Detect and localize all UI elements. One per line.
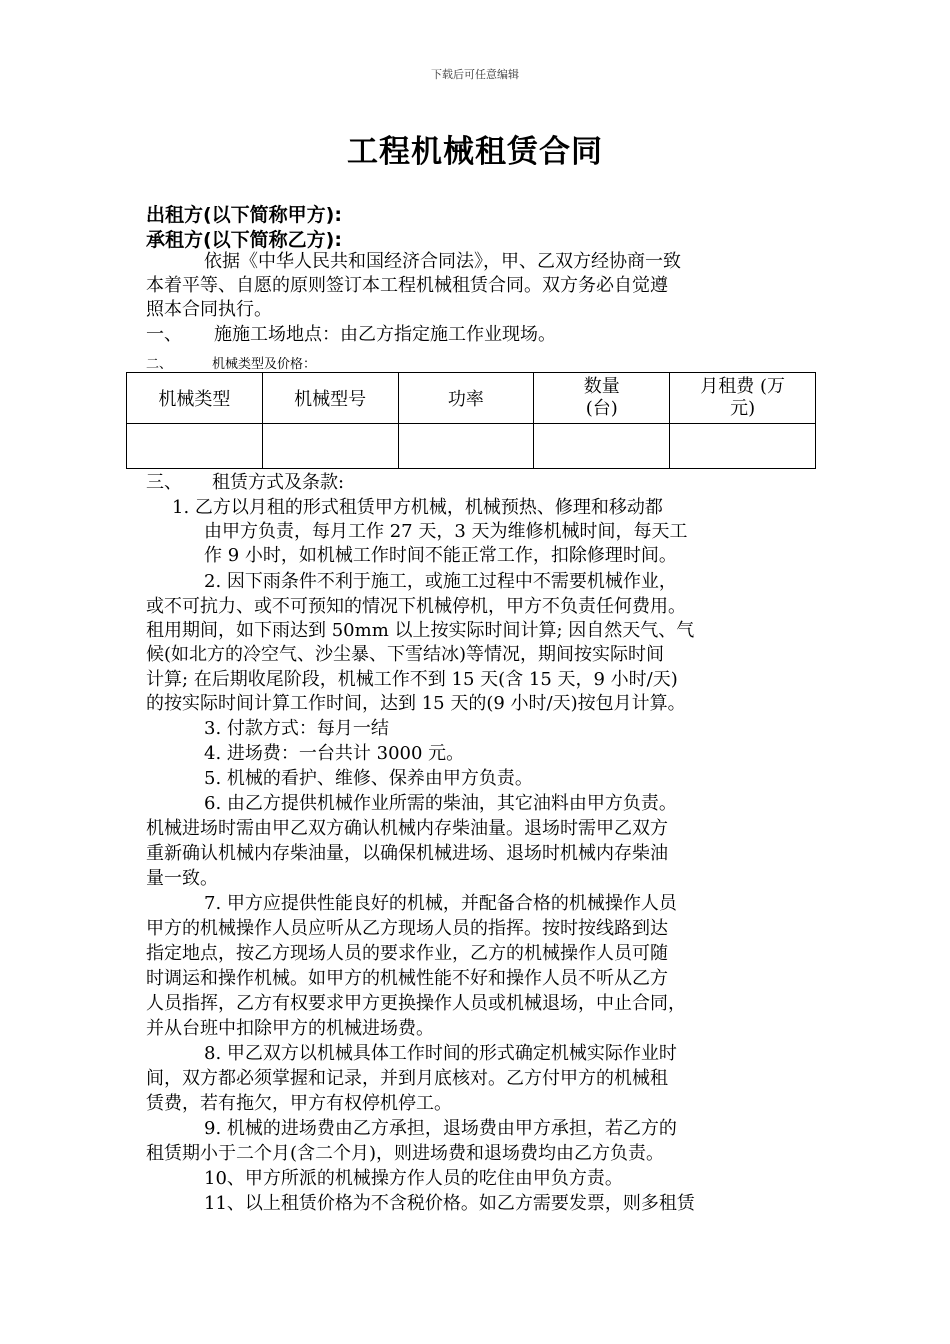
intro-line: 照本合同执行。 <box>146 299 272 320</box>
table-cell <box>398 424 534 469</box>
table-cell <box>127 424 263 469</box>
section-3-number: 三、 <box>146 472 182 493</box>
table-cell <box>262 424 398 469</box>
clause-line: 租赁期小于二个月(含二个月)，则进场费和退场费均由乙方负责。 <box>146 1143 665 1164</box>
header-quantity-line2: (台) <box>585 398 618 419</box>
clause-line: 3. 付款方式：每月一结 <box>204 718 389 739</box>
table-row <box>127 424 816 469</box>
page-header: 下载后可任意编辑 <box>431 68 519 81</box>
clause-line: 作 9 小时，如机械工作时间不能正常工作，扣除修理时间。 <box>204 545 677 566</box>
header-quantity-line1: 数量 <box>583 376 620 397</box>
clause-line: 9. 机械的进场费由乙方承担，退场费由甲方承担，若乙方的 <box>204 1118 677 1139</box>
header-monthly-rent-line1: 月租费 (万 <box>700 376 785 397</box>
section-1-text: 施施工场地点：由乙方指定施工作业现场。 <box>214 324 556 345</box>
clause-line: 6. 由乙方提供机械作业所需的柴油，其它油料由甲方负责。 <box>204 793 677 814</box>
section-2-text: 机械类型及价格： <box>212 357 317 372</box>
clause-line: 机械进场时需由甲乙双方确认机械内存柴油量。退场时需甲乙双方 <box>146 818 668 839</box>
clause-line: 并从台班中扣除甲方的机械进场费。 <box>146 1018 434 1039</box>
section-1-number: 一、 <box>146 324 182 345</box>
clause-line: 候(如北方的冷空气、沙尘暴、下雪结冰)等情况，期间按实际时间 <box>146 644 665 665</box>
clause-line: 指定地点，按乙方现场人员的要求作业，乙方的机械操作人员可随 <box>146 943 668 964</box>
clause-line: 计算; 在后期收尾阶段，机械工作不到 15 天(含 15 天，9 小时/天) <box>146 669 678 690</box>
clause-line: 8. 甲乙双方以机械具体工作时间的形式确定机械实际作业时 <box>204 1043 677 1064</box>
intro-line: 本着平等、自愿的原则签订本工程机械租赁合同。双方务必自觉遵 <box>146 275 668 296</box>
table-cell <box>534 424 670 469</box>
table-cell <box>670 424 816 469</box>
machinery-table <box>126 372 816 469</box>
clause-line: 7. 甲方应提供性能良好的机械，并配备合格的机械操作人员 <box>204 893 677 914</box>
header-monthly-rent-line2: 元) <box>730 398 756 419</box>
clause-line: 量一致。 <box>146 868 218 889</box>
clause-line: 或不可抗力、或不可预知的情况下机械停机，甲方不负责任何费用。 <box>146 596 686 617</box>
clause-line: 5. 机械的看护、维修、保养由甲方负责。 <box>204 768 533 789</box>
clause-line: 4. 进场费：一台共计 3000 元。 <box>204 743 465 764</box>
section-3-text: 租赁方式及条款: <box>212 472 345 493</box>
header-machine-model: 机械型号 <box>262 373 398 424</box>
clause-line: 2. 因下雨条件不利于施工，或施工过程中不需要机械作业， <box>204 571 677 592</box>
clause-line: 时调运和操作机械。如甲方的机械性能不好和操作人员不听从乙方 <box>146 968 668 989</box>
clause-line: 1. 乙方以月租的形式租赁甲方机械，机械预热、修理和移动都 <box>172 497 663 518</box>
clause-line: 人员指挥，乙方有权要求甲方更换操作人员或机械退场，中止合同， <box>146 993 686 1014</box>
party-b-label: 承租方(以下简称乙方): <box>146 229 342 251</box>
clause-line: 间，双方都必须掌握和记录，并到月底核对。乙方付甲方的机械租 <box>146 1068 668 1089</box>
clause-line: 11、以上租赁价格为不含税价格。如乙方需要发票，则多租赁 <box>204 1193 695 1214</box>
header-machine-type: 机械类型 <box>127 373 263 424</box>
section-2-number: 二、 <box>146 357 173 372</box>
clause-line: 的按实际时间计算工作时间，达到 15 天的(9 小时/天)按包月计算。 <box>146 693 686 714</box>
clause-line: 甲方的机械操作人员应听从乙方现场人员的指挥。按时按线路到达 <box>146 918 668 939</box>
clause-line: 重新确认机械内存柴油量，以确保机械进场、退场时机械内存柴油 <box>146 843 668 864</box>
clause-line: 赁费，若有拖欠，甲方有权停机停工。 <box>146 1093 452 1114</box>
clause-line: 10、甲方所派的机械操方作人员的吃住由甲负方责。 <box>204 1168 623 1189</box>
header-monthly-rent <box>670 373 816 424</box>
party-a-label: 出租方(以下简称甲方): <box>146 204 342 226</box>
clause-line: 租用期间，如下雨达到 50mm 以上按实际时间计算; 因自然天气、气 <box>146 620 695 641</box>
header-power: 功率 <box>398 373 534 424</box>
document-title: 工程机械租赁合同 <box>347 134 603 170</box>
intro-line: 依据《中华人民共和国经济合同法》，甲、乙双方经协商一致 <box>204 251 681 272</box>
clause-line: 由甲方负责，每月工作 27 天，3 天为维修机械时间，每天工 <box>204 521 688 542</box>
table-header-row <box>127 373 816 424</box>
header-quantity <box>534 373 670 424</box>
